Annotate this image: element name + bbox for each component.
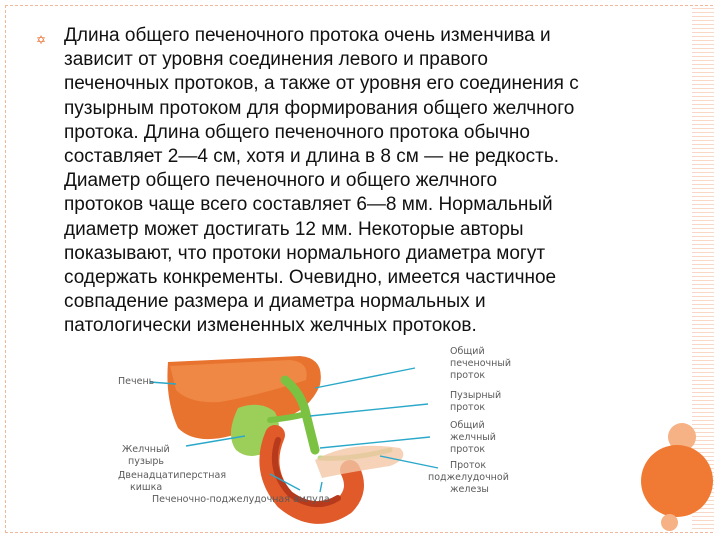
text-line: протока. Длина общего печеночного протока обычно: [64, 121, 530, 143]
label-duodenum-2: кишка: [130, 482, 163, 493]
label-common-bile-3: проток: [450, 444, 486, 455]
text-line: диаметр может достигать 12 мм. Некоторые авторы: [64, 218, 524, 240]
label-common-bile-2: желчный: [450, 432, 496, 443]
text-line: Диаметр общего печеночного и общего желчного: [64, 170, 498, 192]
label-ampulla: Печеночно-поджелудочная ампула: [152, 494, 330, 505]
text-line: совпадение размера и диаметра нормальных и: [64, 291, 486, 313]
bullet-icon: ✡: [36, 33, 47, 47]
label-cystic-1: Пузырный: [450, 390, 502, 401]
body-text: [64, 24, 654, 339]
text-line: печеночных протоков, а также от уровня его соединения с: [64, 73, 579, 95]
label-duodenum-1: Двенадцатиперстная: [118, 470, 227, 481]
label-common-bile-1: Общий: [450, 420, 485, 431]
text-line: патологически измененных желчных протоков.: [64, 315, 477, 337]
label-pancreatic-2: поджелудочной: [428, 472, 509, 483]
label-gallbladder-2: пузырь: [128, 456, 165, 467]
label-cystic-2: проток: [450, 402, 486, 413]
label-common-hepatic-2: печеночный: [450, 358, 512, 369]
text-line: зависит от уровня соединения левого и правого: [64, 49, 488, 71]
label-common-hepatic-1: Общий: [450, 346, 485, 357]
decorative-circle-large: [641, 445, 713, 517]
text-line: протоков чаще всего составляет 6—8 мм. Нормальный: [64, 194, 553, 216]
text-line: составляет 2—4 см, хотя и длина в 8 см — не редкость.: [64, 146, 559, 168]
bile-duct-anatomy-figure: [110, 340, 550, 540]
text-line: содержать конкременты. Очевидно, имеется частичное: [64, 267, 557, 289]
text-line: показывают, что протоки нормального диаметра могут: [64, 242, 546, 264]
text-line: Длина общего печеночного протока очень изменчива и: [64, 25, 551, 46]
label-pancreatic-3: железы: [450, 484, 489, 495]
decorative-circle-small: [661, 514, 678, 531]
label-pancreatic-1: Проток: [450, 460, 487, 471]
label-gallbladder-1: Желчный: [122, 444, 170, 455]
text-line: пузырным протоком для формирования общего желчного: [64, 97, 575, 119]
label-liver: Печень: [118, 376, 155, 387]
label-common-hepatic-3: проток: [450, 370, 486, 381]
